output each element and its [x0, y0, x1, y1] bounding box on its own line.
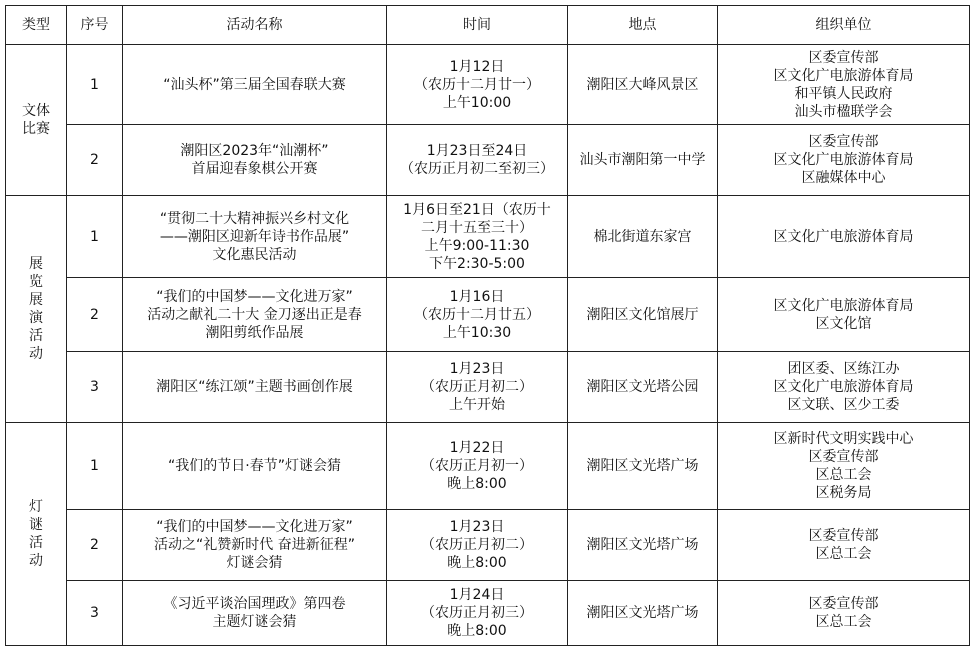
organizer-cell-line: 团区委、区练江办 [787, 360, 900, 377]
activity-name-cell-line: 灯谜会猜 [226, 554, 283, 571]
time-cell-line: 1月22日 [449, 439, 505, 456]
category-cell-line: 比赛 [22, 121, 50, 138]
category-cell-line: 展 [29, 255, 43, 272]
organizer-cell-line: 区文化广电旅游体育局 [773, 152, 914, 169]
organizer-cell-line: 和平镇人民政府 [794, 85, 893, 102]
organizer-cell [718, 45, 970, 125]
category-cell [6, 45, 67, 196]
activity-name-cell-line: 文化惠民活动 [212, 246, 297, 263]
organizer-cell [718, 509, 970, 580]
time-cell [387, 351, 568, 422]
organizer-cell-line: 区文化馆 [815, 315, 872, 332]
organizer-cell-line: 区总工会 [815, 545, 872, 562]
activity-table [5, 5, 970, 646]
category-cell [6, 422, 67, 645]
location-cell-line: 潮阳区大峰风景区 [586, 76, 699, 93]
organizer-cell-line: 区融媒体中心 [801, 170, 886, 187]
number-cell: 3 [67, 580, 123, 645]
activity-name-cell-line: 活动之“礼赞新时代 奋进新征程” [154, 536, 355, 553]
table-row [6, 125, 970, 196]
number-cell: 2 [67, 125, 123, 196]
organizer-cell-line: 区文化广电旅游体育局 [773, 378, 914, 395]
time-cell-line: 1月23日 [449, 518, 505, 535]
number-cell: 2 [67, 509, 123, 580]
organizer-cell-line: 区委宣传部 [808, 49, 879, 66]
organizer-cell-line: 区文化广电旅游体育局 [773, 228, 914, 245]
table-row [6, 45, 970, 125]
time-cell [387, 580, 568, 645]
activity-name-cell-line: 潮阳区“练江颂”主题书画创作展 [156, 378, 353, 395]
organizer-cell-line: 区税务局 [815, 484, 872, 501]
organizer-cell-line: 区委宣传部 [808, 595, 879, 612]
location-cell-line: 潮阳区文化馆展厅 [586, 306, 699, 323]
location-cell-line: 潮阳区文光塔广场 [586, 536, 699, 553]
category-cell-line: 览 [29, 273, 43, 290]
organizer-cell-line: 区新时代文明实践中心 [773, 430, 914, 447]
activity-name-cell-line: 潮阳剪纸作品展 [205, 324, 304, 341]
time-cell-line: （农历正月初二至初三） [400, 161, 554, 178]
category-cell-line: 动 [29, 552, 43, 569]
header-organizer: 组织单位 [718, 6, 970, 45]
number-cell: 1 [67, 45, 123, 125]
time-cell-line: （农历正月初二） [421, 536, 533, 553]
number-cell: 1 [67, 422, 123, 509]
header-number: 序号 [67, 6, 123, 45]
location-cell [568, 196, 718, 278]
category-cell-line: 文体 [22, 103, 50, 120]
activity-name-cell-line: “我们的中国梦——文化进万家” [156, 288, 353, 305]
location-cell [568, 278, 718, 351]
header-time: 时间 [387, 6, 568, 45]
time-cell-line: （农历正月初二） [421, 378, 533, 395]
activity-name-cell [123, 422, 387, 509]
table-row [6, 509, 970, 580]
activity-name-cell-line: “贯彻二十大精神振兴乡村文化 [159, 210, 350, 227]
activity-name-cell-line: ——潮阳区迎新年诗书作品展” [159, 228, 350, 245]
organizer-cell [718, 351, 970, 422]
time-cell [387, 278, 568, 351]
organizer-cell [718, 196, 970, 278]
number-cell: 2 [67, 278, 123, 351]
activity-name-cell-line: “我们的节日·春节”灯谜会猜 [168, 457, 341, 474]
table-row [6, 422, 970, 509]
time-cell-line: （农历正月初三） [421, 604, 533, 621]
time-cell-line: 晚上8:00 [447, 475, 507, 492]
organizer-cell-line: 汕头市楹联学会 [794, 103, 893, 120]
activity-name-cell-line: 活动之献礼二十大 金刀逐出正是春 [147, 306, 362, 323]
location-cell [568, 45, 718, 125]
location-cell [568, 509, 718, 580]
header-row [6, 6, 970, 45]
activity-name-cell-line: 主题灯谜会猜 [212, 613, 297, 630]
location-cell [568, 580, 718, 645]
activity-name-cell [123, 125, 387, 196]
table-row [6, 278, 970, 351]
location-cell-line: 潮阳区文光塔广场 [586, 604, 699, 621]
time-cell-line: 晚上8:00 [447, 622, 507, 639]
location-cell-line: 汕头市潮阳第一中学 [579, 152, 706, 169]
activity-name-cell-line: “我们的中国梦——文化进万家” [156, 518, 353, 535]
location-cell-line: 潮阳区文光塔公园 [586, 378, 699, 395]
activity-name-cell [123, 580, 387, 645]
category-cell-line: 活 [29, 327, 43, 344]
time-cell [387, 196, 568, 278]
header-category: 类型 [6, 6, 67, 45]
time-cell-line: 1月24日 [449, 586, 505, 603]
time-cell [387, 509, 568, 580]
time-cell-line: 1月23日至24日 [426, 143, 528, 160]
activity-name-cell [123, 509, 387, 580]
location-cell [568, 422, 718, 509]
time-cell-line: （农历正月初一） [421, 457, 533, 474]
category-cell [6, 196, 67, 422]
organizer-cell-line: 区文化广电旅游体育局 [773, 297, 914, 314]
time-cell-line: 下午2:30-5:00 [429, 255, 525, 272]
activity-name-cell-line: 潮阳区2023年“汕潮杯” [180, 143, 329, 160]
header-location: 地点 [568, 6, 718, 45]
table-row [6, 196, 970, 278]
location-cell [568, 125, 718, 196]
organizer-cell-line: 区文联、区少工委 [787, 396, 900, 413]
time-cell [387, 422, 568, 509]
organizer-cell [718, 125, 970, 196]
organizer-cell [718, 278, 970, 351]
activity-name-cell [123, 196, 387, 278]
header-activity-name: 活动名称 [123, 6, 387, 45]
time-cell-line: 晚上8:00 [447, 554, 507, 571]
number-cell: 1 [67, 196, 123, 278]
category-cell-line: 谜 [29, 516, 43, 533]
category-cell-line: 灯 [29, 498, 43, 515]
organizer-cell-line: 区委宣传部 [808, 527, 879, 544]
time-cell-line: 1月12日 [449, 58, 505, 75]
time-cell-line: （农历十二月廿五） [414, 306, 540, 323]
activity-name-cell [123, 278, 387, 351]
location-cell [568, 351, 718, 422]
time-cell-line: 上午10:00 [442, 94, 512, 111]
activity-name-cell-line: 《习近平谈治国理政》第四卷 [163, 595, 346, 612]
time-cell-line: 1月23日 [449, 360, 505, 377]
number-cell: 3 [67, 351, 123, 422]
category-cell-line: 展 [29, 291, 43, 308]
time-cell [387, 45, 568, 125]
category-cell-line: 活 [29, 534, 43, 551]
time-cell-line: 1月16日 [449, 288, 505, 305]
time-cell [387, 125, 568, 196]
time-cell-line: 上午开始 [449, 396, 505, 413]
table-row [6, 351, 970, 422]
table-row [6, 580, 970, 645]
location-cell-line: 棉北街道东家宫 [593, 228, 692, 245]
organizer-cell-line: 区总工会 [815, 613, 872, 630]
organizer-cell [718, 422, 970, 509]
activity-name-cell [123, 45, 387, 125]
organizer-cell-line: 区文化广电旅游体育局 [773, 67, 914, 84]
time-cell-line: （农历十二月廿一） [414, 76, 540, 93]
time-cell-line: 二月十五至三十） [421, 219, 533, 236]
organizer-cell-line: 区总工会 [815, 466, 872, 483]
time-cell-line: 上午10:30 [442, 324, 512, 341]
time-cell-line: 上午9:00-11:30 [424, 237, 530, 254]
organizer-cell-line: 区委宣传部 [808, 134, 879, 151]
organizer-cell-line: 区委宣传部 [808, 448, 879, 465]
activity-name-cell-line: “汕头杯”第三届全国春联大赛 [163, 76, 346, 93]
category-cell-line: 演 [29, 309, 43, 326]
organizer-cell [718, 580, 970, 645]
location-cell-line: 潮阳区文光塔广场 [586, 457, 699, 474]
category-cell-line: 动 [29, 345, 43, 362]
activity-name-cell-line: 首届迎春象棋公开赛 [191, 161, 318, 178]
time-cell-line: 1月6日至21日（农历十 [403, 201, 551, 218]
activity-name-cell [123, 351, 387, 422]
